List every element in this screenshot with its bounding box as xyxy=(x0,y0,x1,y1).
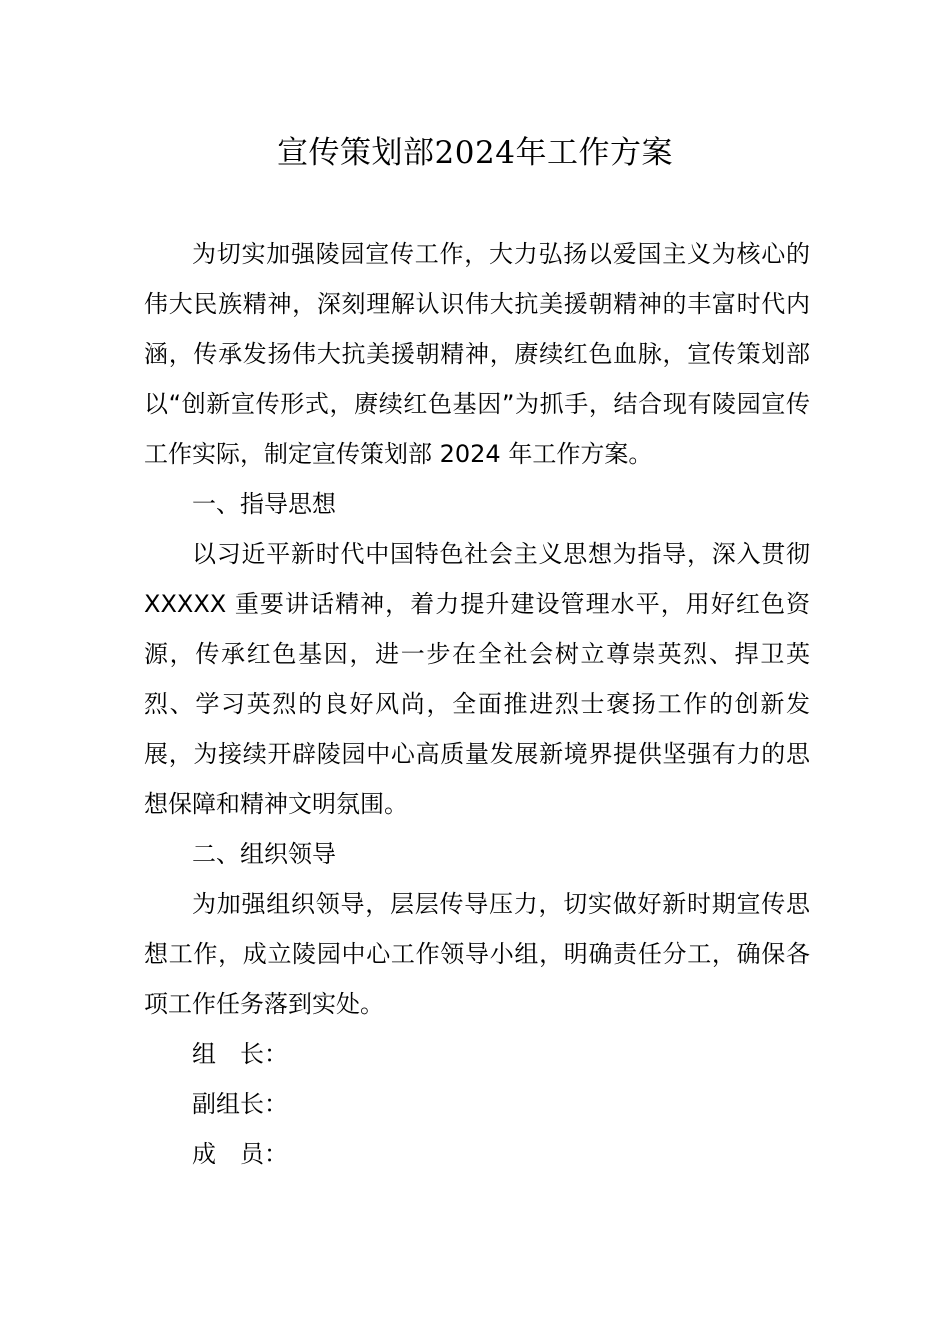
guiding-ideology-paragraph: 以习近平新时代中国特色社会主义思想为指导，深入贯彻 XXXXX 重要讲话精神，着力提升建设管理水平，用好红色资源，传承红色基因，进一步在全社会树立尊崇英烈、捍卫英烈、学习英烈的良好风尚，全面推进烈士褒扬工作的创新发展，为接续开辟陵园中心高质量发展新境界提供坚强有力的思想保障和精神文明氛围。 xyxy=(144,540,810,818)
document-title: 宣传策划部2024年工作方案 xyxy=(277,135,673,171)
leader-label-part1: 组 xyxy=(192,1040,216,1068)
members-label-part1: 成 xyxy=(192,1140,216,1168)
document-body xyxy=(144,229,810,1179)
organization-paragraph: 为加强组织领导，层层传导压力，切实做好新时期宣传思想工作，成立陵园中心工作领导小组，明确责任分工，确保各项工作任务落到实处。 xyxy=(144,890,810,1018)
members-label-part2: 员： xyxy=(240,1140,288,1168)
section-heading-guiding-ideology: 一、指导思想 xyxy=(192,490,336,518)
leader-line xyxy=(144,1029,810,1079)
section-heading-organization: 二、组织领导 xyxy=(192,840,336,868)
deputy-leader-label: 副组长： xyxy=(192,1090,288,1118)
deputy-leader-line xyxy=(144,1079,810,1129)
leader-label-part2: 长： xyxy=(240,1040,288,1068)
intro-paragraph: 为切实加强陵园宣传工作，大力弘扬以爱国主义为核心的伟大民族精神，深刻理解认识伟大抗美援朝精神的丰富时代内涵，传承发扬伟大抗美援朝精神，赓续红色血脉，宣传策划部以“创新宣传形式，赓续红色基因”为抓手，结合现有陵园宣传工作实际，制定宣传策划部 2024 年工作方案。 xyxy=(144,240,810,468)
members-line xyxy=(144,1129,810,1179)
